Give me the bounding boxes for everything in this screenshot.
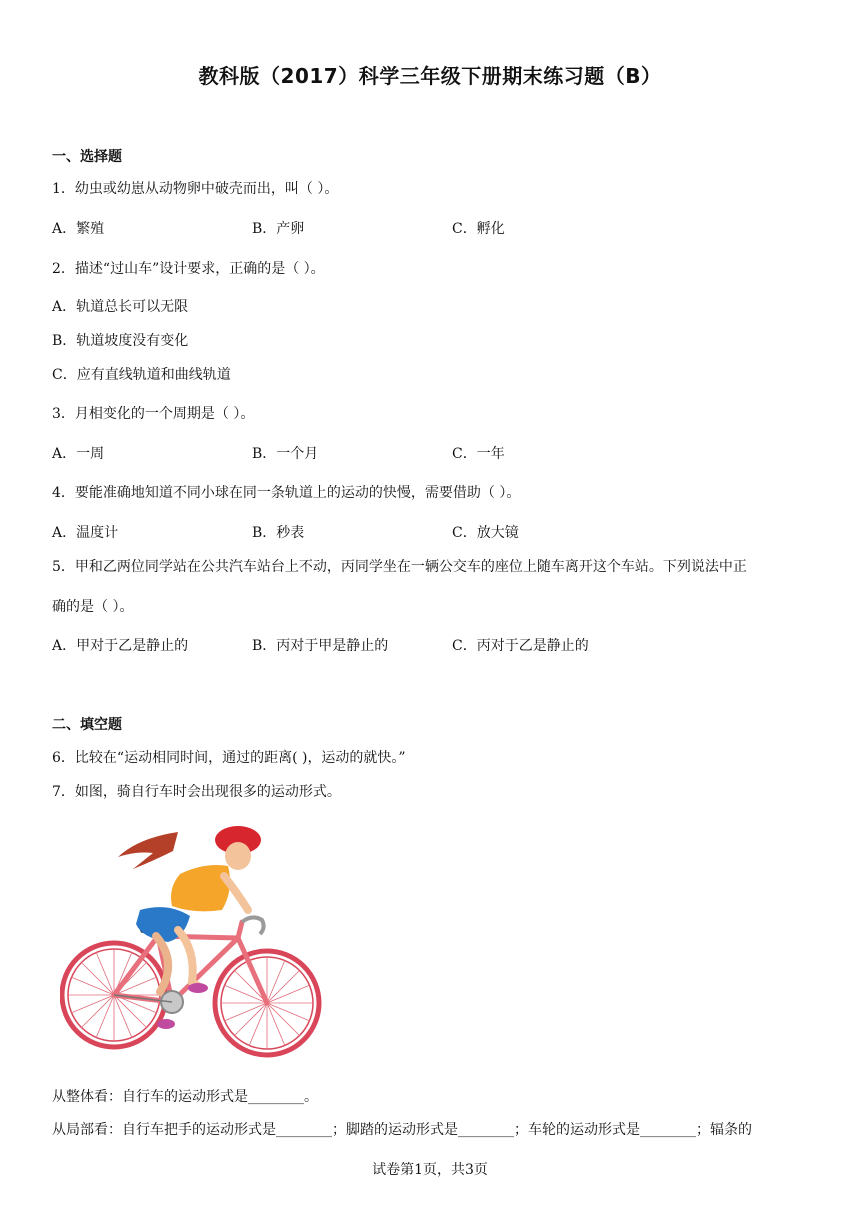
- q4-option-b: B．秒表: [252, 525, 305, 541]
- q2-option-b: B．轨道坡度没有变化: [52, 333, 189, 349]
- handlebar: [242, 917, 264, 934]
- q5-option-a: A．甲对于乙是静止的: [52, 638, 189, 654]
- q1-option-a: A．繁殖: [52, 221, 105, 237]
- q4-option-a: A．温度计: [52, 525, 119, 541]
- question-5-line-1: 5．甲和乙两位同学站在公共汽车站台上不动，丙同学坐在一辆公交车的座位上随车离开这个车站。下列说法中正: [52, 559, 747, 575]
- rider-head: [225, 842, 251, 870]
- question-7: 7．如图，骑自行车时会出现很多的运动形式。: [52, 784, 341, 800]
- section-heading-choice: 一、选择题: [52, 149, 122, 165]
- q4-option-c: C．放大镜: [452, 525, 519, 541]
- answer-line-local: 从局部看：自行车把手的运动形式是________；脚踏的运动形式是________；车轮的运动形式是________；辐条的: [52, 1122, 752, 1138]
- rider-shirt: [171, 865, 230, 911]
- question-1: 1．幼虫或幼崽从动物卵中破壳而出，叫（ ）。: [52, 181, 339, 197]
- q3-option-a: A．一周: [52, 446, 105, 462]
- q2-option-c: C．应有直线轨道和曲线轨道: [52, 367, 231, 383]
- shoe: [188, 983, 208, 993]
- question-3: 3．月相变化的一个周期是（ ）。: [52, 406, 255, 422]
- q3-option-b: B．一个月: [252, 446, 319, 462]
- section-heading-fill: 二、填空题: [52, 717, 122, 733]
- q2-option-a: A．轨道总长可以无限: [52, 299, 189, 315]
- q3-option-c: C．一年: [452, 446, 505, 462]
- q1-option-c: C．孵化: [452, 221, 505, 237]
- q1-option-b: B．产卵: [252, 221, 305, 237]
- page-title: 教科版（2017）科学三年级下册期末练习题（B）: [198, 64, 662, 88]
- hair: [118, 832, 178, 869]
- question-6: 6．比较在“运动相同时间，通过的距离( )，运动的就快。”: [52, 750, 406, 766]
- question-4: 4．要能准确地知道不同小球在同一条轨道上的运动的快慢，需要借助（ ）。: [52, 485, 521, 501]
- q5-option-c: C．丙对于乙是静止的: [452, 638, 589, 654]
- page-footer: 试卷第1页，共3页: [372, 1162, 488, 1178]
- cyclist-illustration: [60, 818, 328, 1064]
- question-5-line-2: 确的是（ ）。: [52, 599, 134, 615]
- question-2: 2．描述“过山车”设计要求，正确的是（ ）。: [52, 261, 325, 277]
- answer-line-overall: 从整体看：自行车的运动形式是________。: [52, 1089, 318, 1105]
- q5-option-b: B．丙对于甲是静止的: [252, 638, 389, 654]
